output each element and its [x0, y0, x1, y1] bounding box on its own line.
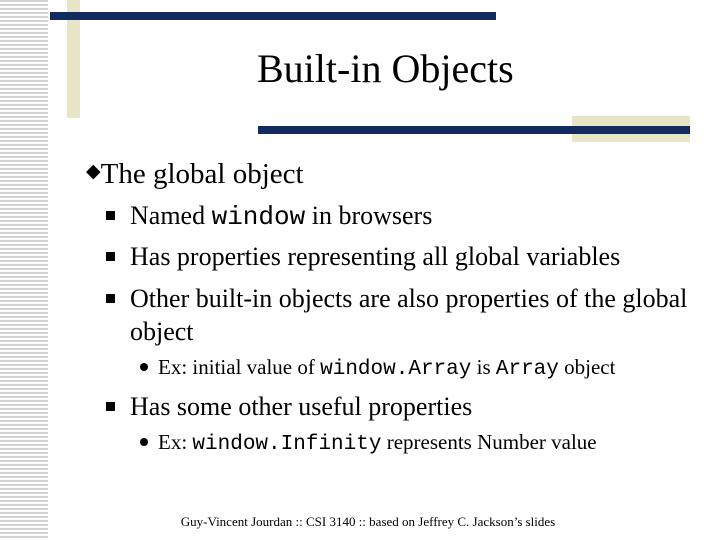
diamond-bullet-icon: ◆: [86, 161, 101, 182]
title-bar-top: [50, 12, 496, 20]
code-text: Array: [495, 358, 559, 381]
slide-title: Built-in Objects: [257, 46, 514, 91]
square-bullet-icon: [106, 294, 115, 303]
bullet-item-1: [130, 199, 700, 234]
item-text: represents Number value: [381, 430, 597, 454]
item-text: Has some other useful properties: [130, 392, 473, 421]
item-text: Named: [130, 201, 212, 230]
heading-bullet-line: [86, 156, 304, 196]
bullet-item-2: [130, 240, 700, 273]
bullet-item-3: [130, 282, 700, 348]
round-bullet-icon: [140, 438, 148, 446]
left-stripe-decoration: [0, 0, 48, 540]
item-text: Ex:: [158, 430, 193, 454]
square-bullet-icon: [106, 211, 115, 220]
code-text: window: [211, 202, 306, 232]
bullet-item-4: [130, 390, 700, 423]
round-bullet-icon: [140, 363, 148, 371]
square-bullet-icon: [106, 252, 115, 261]
code-text: window.Infinity: [192, 433, 382, 456]
item-text: Other built-in objects are also properties of the global object: [130, 284, 688, 346]
title-bar-bottom: [258, 126, 690, 134]
item-text: Ex: initial value of: [158, 355, 321, 379]
slide-footer: Guy-Vincent Jourdan :: CSI 3140 :: based on Jeffrey C. Jackson’s slides: [180, 514, 556, 529]
heading-text: The global object: [100, 158, 304, 190]
sub-bullet-item-1: [158, 353, 615, 384]
code-text: window.Array: [320, 358, 472, 381]
item-text: Has properties representing all global variables: [130, 242, 621, 271]
sub-bullet-item-2: [158, 428, 597, 459]
item-text: in browsers: [305, 201, 433, 230]
square-bullet-icon: [106, 402, 115, 411]
item-text: is: [471, 355, 496, 379]
item-text: object: [558, 355, 616, 379]
